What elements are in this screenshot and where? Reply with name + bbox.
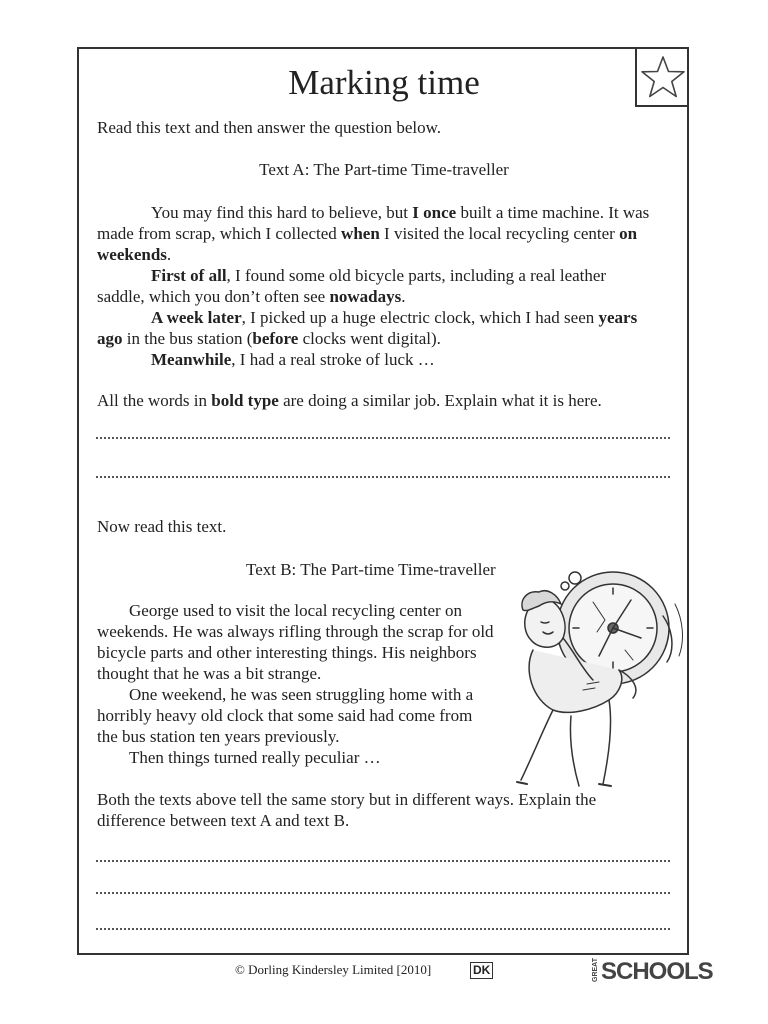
answer-line-b2[interactable] <box>96 892 670 894</box>
text-a-body <box>97 202 652 370</box>
page-title: Marking time <box>288 63 480 102</box>
text-a-paragraph-3: A week later, I picked up a huge electric clock, which I had seen years ago in the bus station (before clocks went digital). <box>97 308 638 348</box>
greatschools-logo <box>592 958 713 986</box>
boy-carrying-clock <box>513 560 688 788</box>
text-a-paragraph-1: You may find this hard to believe, but I once built a time machine. It was made from scrap, which I collected when I visited the local recycling center on weekends. <box>97 203 650 264</box>
copyright-text: © Dorling Kindersley Limited [2010] <box>235 962 432 977</box>
text-a-heading: Text A: The Part-time Time-traveller <box>259 160 509 179</box>
logo-schools: SCHOOLS <box>601 958 713 985</box>
text-b-paragraph-1: George used to visit the local recycling center on weekends. He was always rifling through the scrap for old bicycle parts and other interesting things. His neighbors thought that he was a bit strange. <box>97 601 494 683</box>
logo-great: GREAT <box>592 958 599 982</box>
text-b-body <box>97 600 495 768</box>
text-b-paragraph-2: One weekend, he was seen struggling home with a horribly heavy old clock that some said had come from the bus station ten years previously. <box>97 685 474 746</box>
dk-logo: DK <box>470 962 493 979</box>
answer-line-a2[interactable] <box>96 476 670 478</box>
text-a-paragraph-4: Meanwhile, I had a real stroke of luck … <box>151 350 435 369</box>
question-a: All the words in bold type are doing a similar job. Explain what it is here. <box>97 391 602 410</box>
question-b: Both the texts above tell the same story but in different ways. Explain the difference between text A and text B. <box>97 790 597 830</box>
answer-line-a1[interactable] <box>96 437 670 439</box>
instruction-b: Now read this text. <box>97 517 227 536</box>
text-a-paragraph-2: First of all, I found some old bicycle parts, including a real leather saddle, which you don’t often see nowadays. <box>97 266 607 306</box>
answer-line-b3[interactable] <box>96 928 670 930</box>
text-b-heading: Text B: The Part-time Time-traveller <box>246 560 496 579</box>
text-b-paragraph-3: Then things turned really peculiar … <box>129 748 381 767</box>
instruction-a: Read this text and then answer the question below. <box>97 118 442 137</box>
answer-line-b1[interactable] <box>96 860 670 862</box>
